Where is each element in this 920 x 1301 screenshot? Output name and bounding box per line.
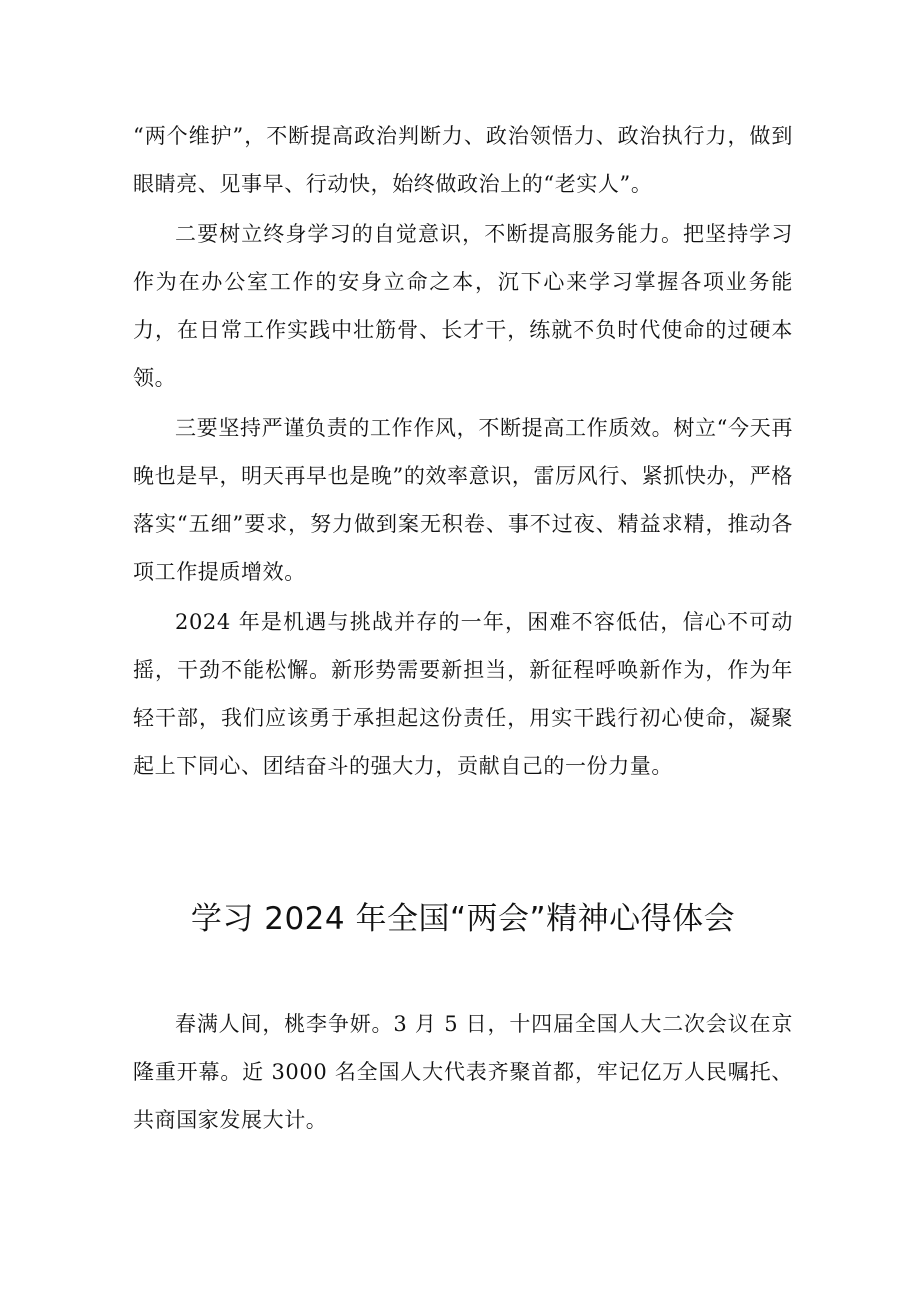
paragraph-continuation: “两个维护”，不断提高政治判断力、政治领悟力、政治执行力，做到眼睛亮、见事早、行动快，始终做政治上的“老实人”。 <box>133 124 793 196</box>
paragraph-conclusion: 2024 年是机遇与挑战并存的一年，困难不容低估，信心不可动摇，干劲不能松懈。新形势需要新担当，新征程呼唤新作为，作为年轻干部，我们应该勇于承担起这份责任，用实干践行初心使命，凝聚起上下同心、团结奋斗的强大力，贡献自己的一份力量。 <box>133 610 793 778</box>
paragraph-opening: 春满人间，桃李争妍。3 月 5 日，十四届全国人大二次会议在京隆重开幕。近 3000 名全国人大代表齐聚首都，牢记亿万人民嘱托、共商国家发展大计。 <box>133 1012 793 1132</box>
paragraph-work-style: 三要坚持严谨负责的工作作风，不断提高工作质效。树立“今天再晚也是早，明天再早也是晚”的效率意识，雷厉风行、紧抓快办，严格落实“五细”要求，努力做到案无积卷、事不过夜、精益求精，推动各项工作提质增效。 <box>133 416 793 584</box>
article-title: 学习 2024 年全国“两会”精神心得体会 <box>190 901 736 937</box>
body-section-1 <box>133 112 793 790</box>
body-section-2 <box>133 1000 793 1144</box>
paragraph-lifelong-learning: 二要树立终身学习的自觉意识，不断提高服务能力。把坚持学习作为在办公室工作的安身立命之本，沉下心来学习掌握各项业务能力，在日常工作实践中壮筋骨、长才干，练就不负时代使命的过硬本领。 <box>133 222 793 390</box>
